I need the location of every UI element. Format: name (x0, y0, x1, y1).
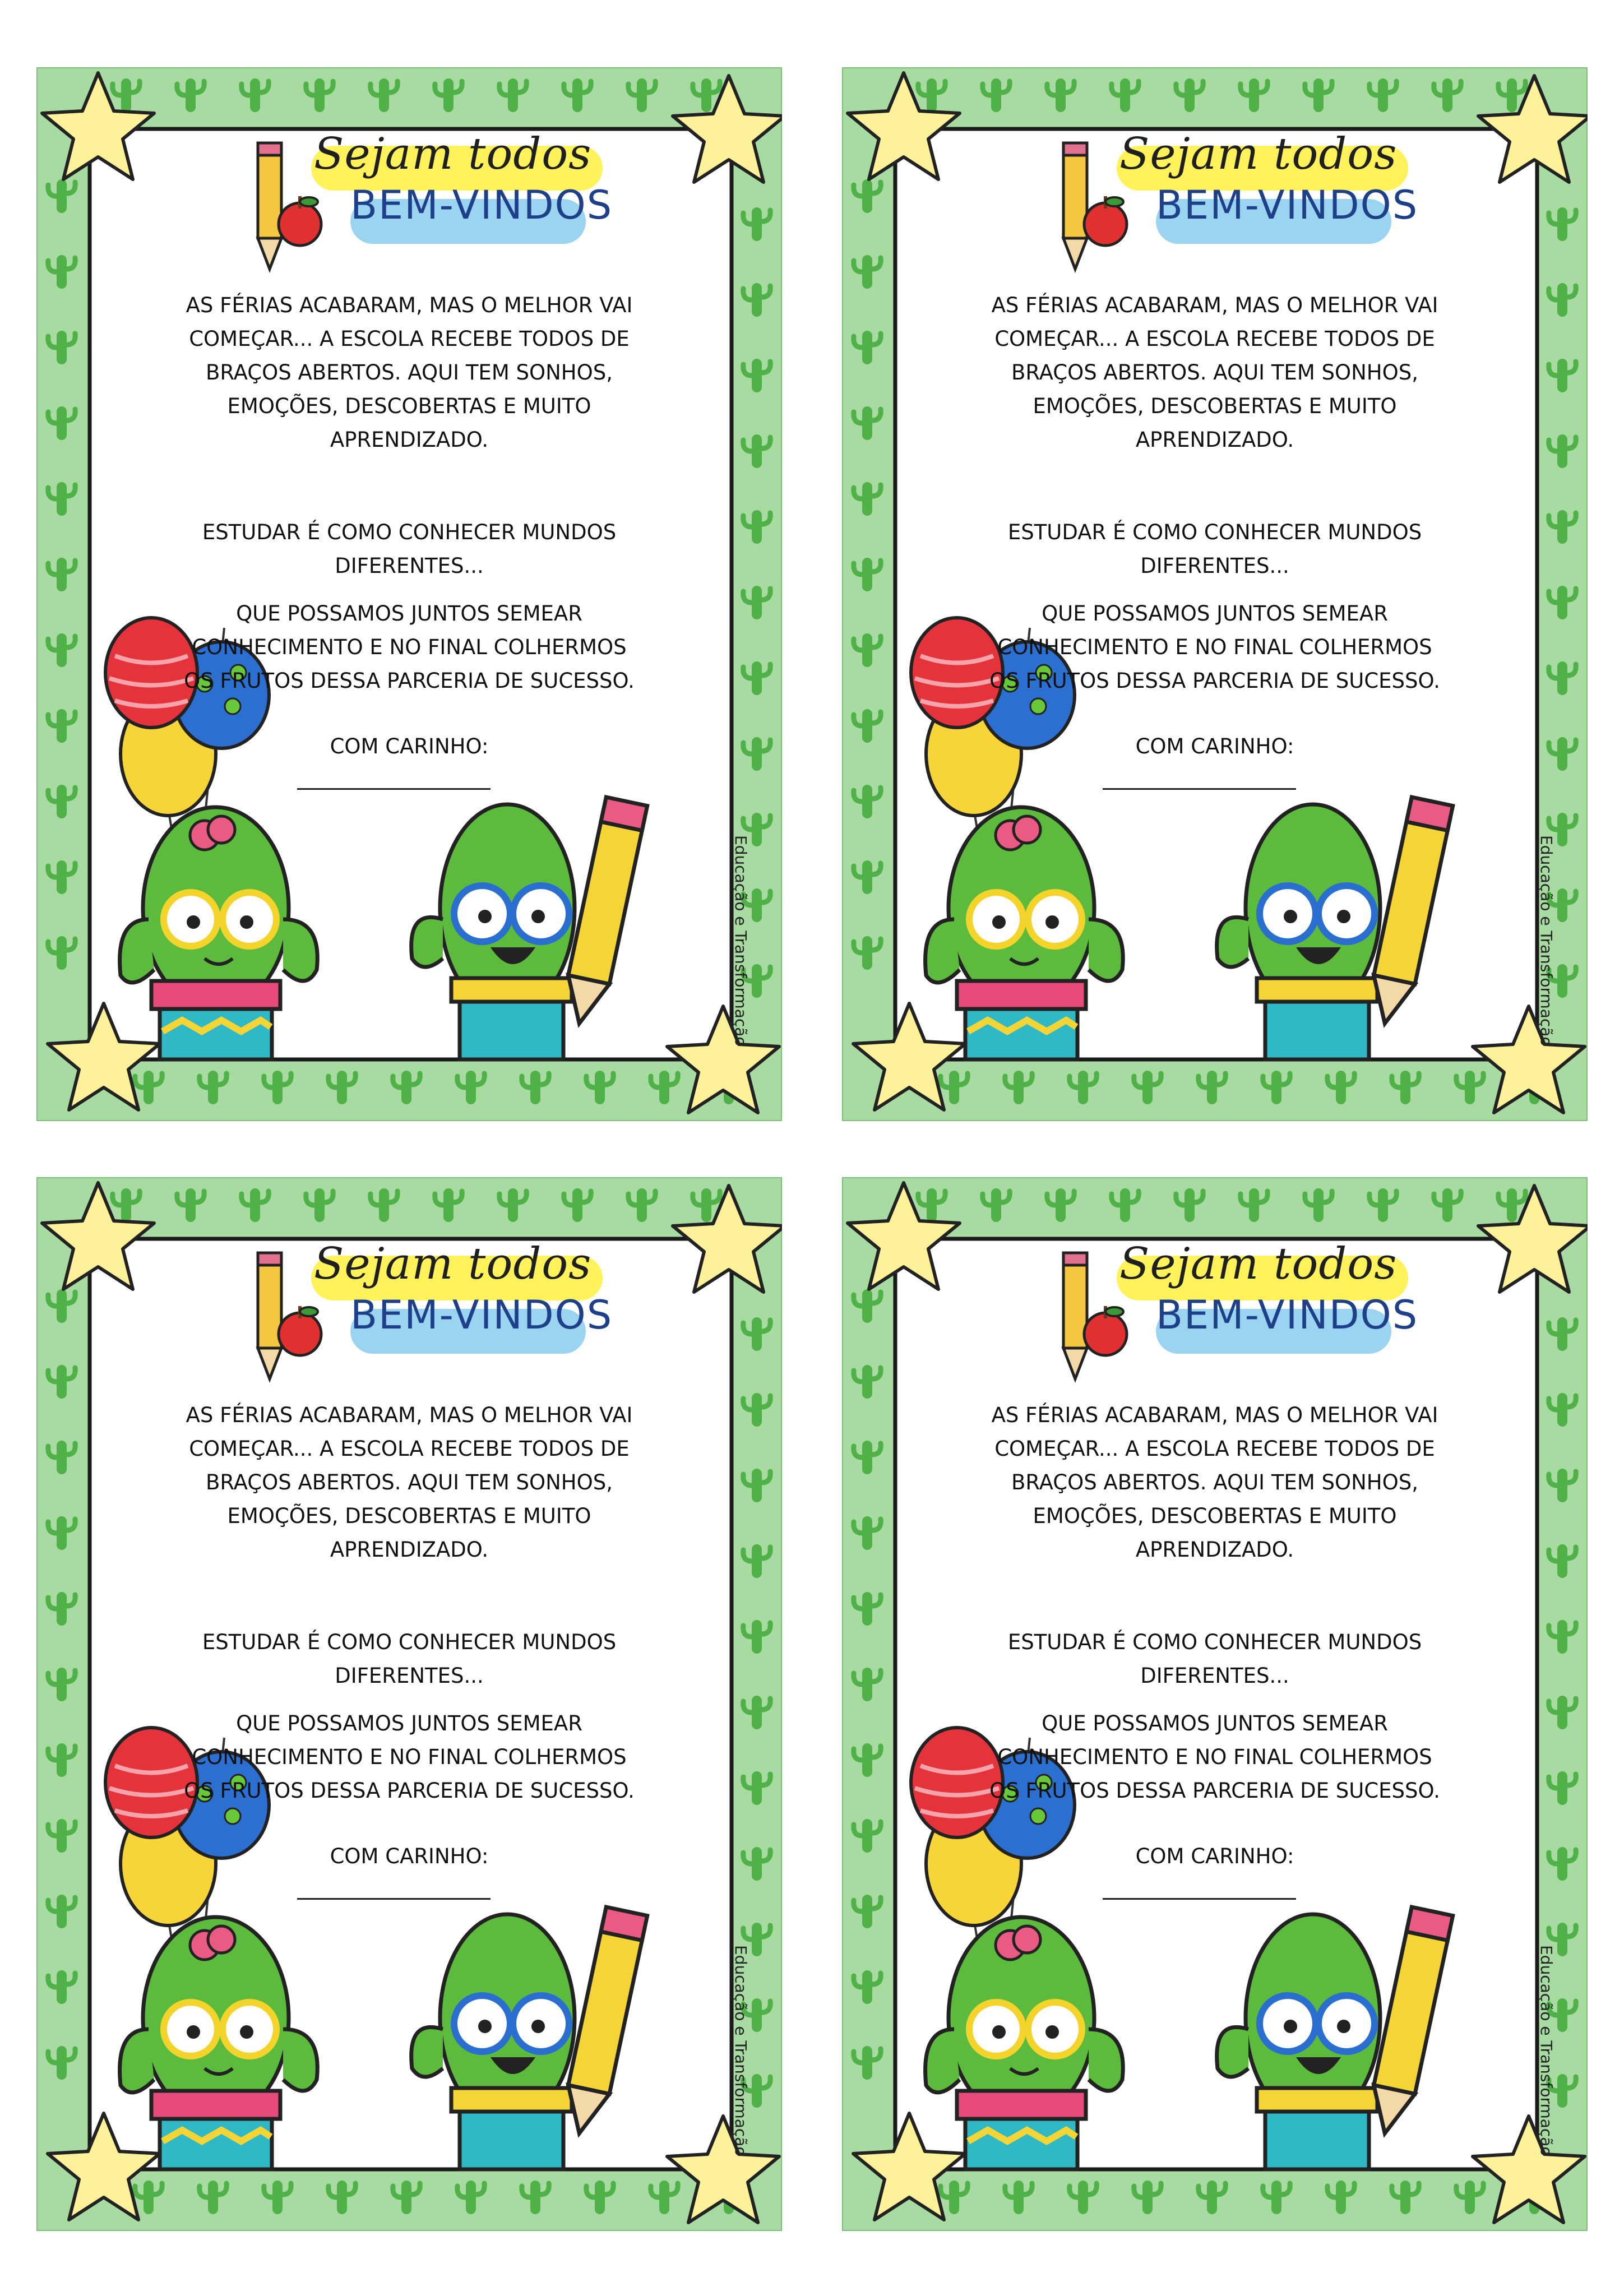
pencil-icon (258, 143, 281, 269)
title-line1: Sejam todos (1119, 129, 1398, 179)
signature-line (1103, 1898, 1296, 1900)
pencil-icon (1063, 143, 1087, 269)
credit-text: Educação e Transformação (1537, 1945, 1556, 2156)
signature-line (297, 788, 491, 790)
signature-line (1103, 788, 1296, 790)
title-line2: BEM-VINDOS (1156, 182, 1419, 228)
message-paragraph-1: AS FÉRIAS ACABARAM, MAS O MELHOR VAI COMEÇAR... A ESCOLA RECEBE TODOS DE BRAÇOS ABERTOS. AQUI TEM SONHOS, EMOÇÕES, DESCOBERTAS E MUITO APRENDIZADO. (186, 293, 633, 452)
title-line1: Sejam todos (314, 1239, 592, 1289)
message-paragraph-3: QUE POSSAMOS JUNTOS SEMEAR CONHECIMENTO E NO FINAL COLHERMOS OS FRUTOS DESSA PARCERIA DE SUCESSO. (184, 601, 635, 693)
pencil-icon (1063, 1253, 1087, 1379)
pencil-icon (258, 1253, 281, 1379)
title-line2: BEM-VINDOS (1156, 1292, 1419, 1338)
title-line1: Sejam todos (1119, 1239, 1398, 1289)
signature-label: COM CARINHO: (1135, 1844, 1294, 1868)
title-line2: BEM-VINDOS (350, 1292, 613, 1338)
signature-label: COM CARINHO: (1135, 734, 1294, 758)
welcome-card (36, 67, 782, 1121)
message-paragraph-3: QUE POSSAMOS JUNTOS SEMEAR CONHECIMENTO E NO FINAL COLHERMOS OS FRUTOS DESSA PARCERIA DE SUCESSO. (989, 1711, 1440, 1803)
title-line2: BEM-VINDOS (350, 182, 613, 228)
message-paragraph-2: ESTUDAR É COMO CONHECER MUNDOS DIFERENTES... (202, 1630, 617, 1688)
message-paragraph-1: AS FÉRIAS ACABARAM, MAS O MELHOR VAI COMEÇAR... A ESCOLA RECEBE TODOS DE BRAÇOS ABERTOS. AQUI TEM SONHOS, EMOÇÕES, DESCOBERTAS E MUITO APRENDIZADO. (991, 293, 1438, 452)
message-paragraph-2: ESTUDAR É COMO CONHECER MUNDOS DIFERENTES... (202, 520, 617, 578)
signature-line (297, 1898, 491, 1900)
credit-text: Educação e Transformação (732, 835, 750, 1047)
message-paragraph-1: AS FÉRIAS ACABARAM, MAS O MELHOR VAI COMEÇAR... A ESCOLA RECEBE TODOS DE BRAÇOS ABERTOS. AQUI TEM SONHOS, EMOÇÕES, DESCOBERTAS E MUITO APRENDIZADO. (186, 1403, 633, 1562)
welcome-card (842, 1177, 1588, 2231)
welcome-card (842, 67, 1588, 1121)
message-paragraph-1: AS FÉRIAS ACABARAM, MAS O MELHOR VAI COMEÇAR... A ESCOLA RECEBE TODOS DE BRAÇOS ABERTOS. AQUI TEM SONHOS, EMOÇÕES, DESCOBERTAS E MUITO APRENDIZADO. (991, 1403, 1438, 1562)
signature-label: COM CARINHO: (330, 734, 489, 758)
credit-text: Educação e Transformação (732, 1945, 750, 2156)
title-line1: Sejam todos (314, 129, 592, 179)
welcome-card (36, 1177, 782, 2231)
signature-label: COM CARINHO: (330, 1844, 489, 1868)
message-paragraph-3: QUE POSSAMOS JUNTOS SEMEAR CONHECIMENTO E NO FINAL COLHERMOS OS FRUTOS DESSA PARCERIA DE SUCESSO. (989, 601, 1440, 693)
credit-text: Educação e Transformação (1537, 835, 1556, 1047)
message-paragraph-2: ESTUDAR É COMO CONHECER MUNDOS DIFERENTES... (1007, 1630, 1422, 1688)
message-paragraph-2: ESTUDAR É COMO CONHECER MUNDOS DIFERENTES... (1007, 520, 1422, 578)
message-paragraph-3: QUE POSSAMOS JUNTOS SEMEAR CONHECIMENTO E NO FINAL COLHERMOS OS FRUTOS DESSA PARCERIA DE SUCESSO. (184, 1711, 635, 1803)
